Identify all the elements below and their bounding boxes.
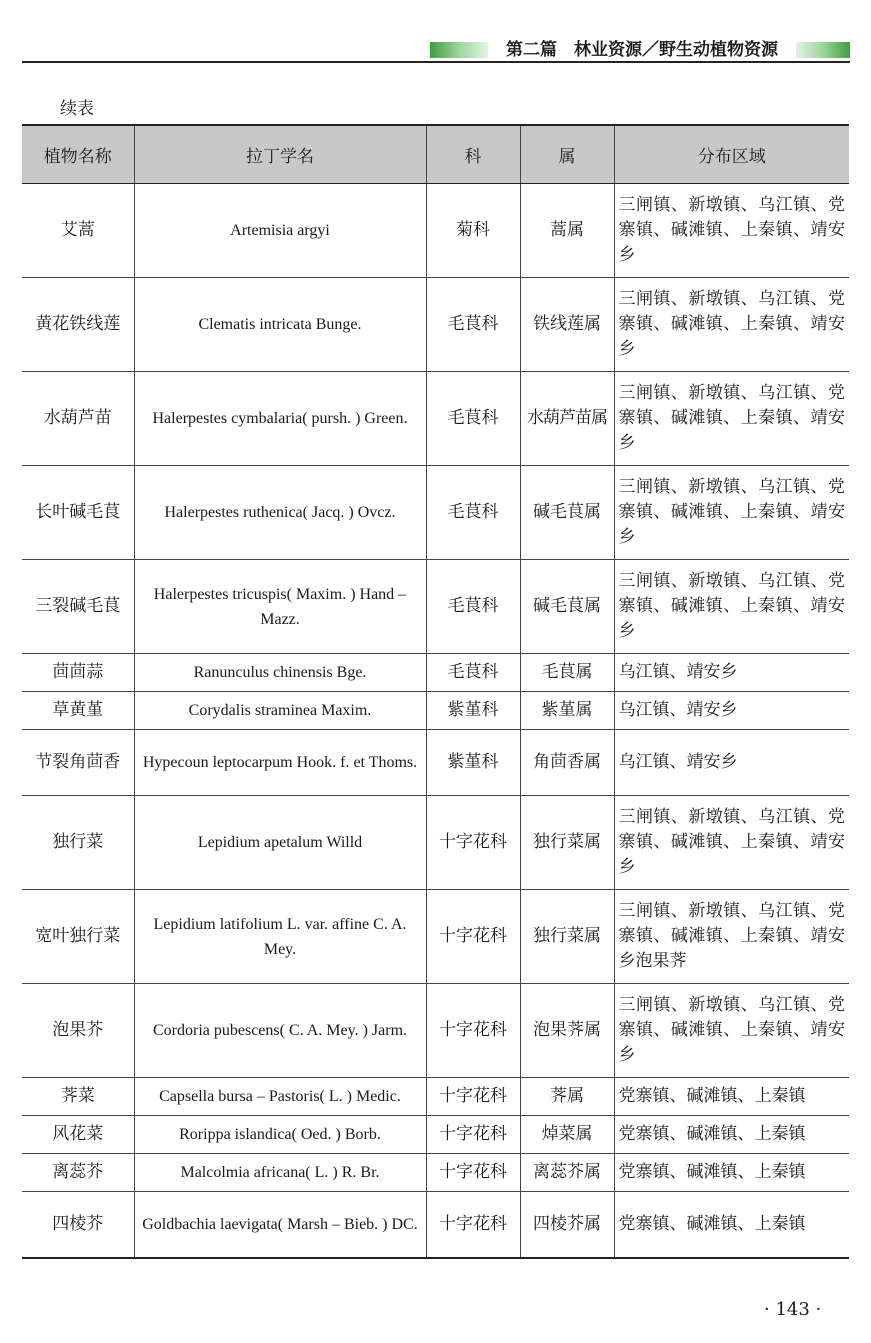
- genus: 荠属: [520, 1078, 614, 1116]
- table-row: [22, 692, 849, 730]
- latin-name: Hypecoun leptocarpum Hook. f. et Thoms.: [134, 730, 426, 796]
- table-row: [22, 796, 849, 890]
- latin-name: Cordoria pubescens( C. A. Mey. ) Jarm.: [134, 984, 426, 1078]
- genus: 蒿属: [520, 184, 614, 278]
- family: 紫堇科: [426, 692, 520, 730]
- col-header-family: 科: [426, 125, 520, 184]
- genus: 焯菜属: [520, 1116, 614, 1154]
- plant-name: 长叶碱毛茛: [22, 466, 134, 560]
- latin-name: Ranunculus chinensis Bge.: [134, 654, 426, 692]
- genus: 独行菜属: [520, 796, 614, 890]
- family: 十字花科: [426, 1154, 520, 1192]
- distribution: 乌江镇、靖安乡: [614, 730, 849, 796]
- latin-name: Capsella bursa – Pastoris( L. ) Medic.: [134, 1078, 426, 1116]
- plant-name: 荠菜: [22, 1078, 134, 1116]
- col-header-genus: 属: [520, 125, 614, 184]
- latin-name: Artemisia argyi: [134, 184, 426, 278]
- distribution: 乌江镇、靖安乡: [614, 692, 849, 730]
- latin-name: Clematis intricata Bunge.: [134, 278, 426, 372]
- table-row: [22, 372, 849, 466]
- genus: 离蕊芥属: [520, 1154, 614, 1192]
- family: 毛茛科: [426, 466, 520, 560]
- plant-name: 三裂碱毛茛: [22, 560, 134, 654]
- family: 十字花科: [426, 890, 520, 984]
- plant-table: [22, 124, 849, 1259]
- latin-name: Lepidium apetalum Willd: [134, 796, 426, 890]
- distribution: 党寨镇、碱滩镇、上秦镇: [614, 1154, 849, 1192]
- plant-name: 茴茴蒜: [22, 654, 134, 692]
- family: 毛茛科: [426, 278, 520, 372]
- table-row: [22, 1078, 849, 1116]
- header-green-bar-right: [796, 42, 850, 58]
- distribution: 三闸镇、新墩镇、乌江镇、党寨镇、碱滩镇、上秦镇、靖安乡: [614, 278, 849, 372]
- family: 十字花科: [426, 1078, 520, 1116]
- table-row: [22, 654, 849, 692]
- family: 十字花科: [426, 1116, 520, 1154]
- table-row: [22, 278, 849, 372]
- table-row: [22, 560, 849, 654]
- col-header-name: 植物名称: [22, 125, 134, 184]
- latin-name: Rorippa islandica( Oed. ) Borb.: [134, 1116, 426, 1154]
- family: 毛茛科: [426, 560, 520, 654]
- latin-name: Halerpestes ruthenica( Jacq. ) Ovcz.: [134, 466, 426, 560]
- distribution: 党寨镇、碱滩镇、上秦镇: [614, 1078, 849, 1116]
- plant-name: 泡果芥: [22, 984, 134, 1078]
- plant-name: 离蕊芥: [22, 1154, 134, 1192]
- distribution: 党寨镇、碱滩镇、上秦镇: [614, 1192, 849, 1259]
- distribution: 三闸镇、新墩镇、乌江镇、党寨镇、碱滩镇、上秦镇、靖安乡: [614, 372, 849, 466]
- distribution: 三闸镇、新墩镇、乌江镇、党寨镇、碱滩镇、上秦镇、靖安乡泡果荠: [614, 890, 849, 984]
- family: 毛茛科: [426, 654, 520, 692]
- genus: 水葫芦苗属: [520, 372, 614, 466]
- header-title: 第二篇 林业资源／野生动植物资源: [506, 40, 778, 60]
- running-header: [22, 38, 850, 62]
- plant-name: 节裂角茴香: [22, 730, 134, 796]
- header-green-bar-left: [430, 42, 488, 58]
- plant-name: 艾蒿: [22, 184, 134, 278]
- table-row: [22, 1154, 849, 1192]
- genus: 毛茛属: [520, 654, 614, 692]
- page-number: · 143 ·: [764, 1299, 822, 1320]
- distribution: 乌江镇、靖安乡: [614, 654, 849, 692]
- genus: 紫堇属: [520, 692, 614, 730]
- family: 菊科: [426, 184, 520, 278]
- distribution: 党寨镇、碱滩镇、上秦镇: [614, 1116, 849, 1154]
- distribution: 三闸镇、新墩镇、乌江镇、党寨镇、碱滩镇、上秦镇、靖安乡: [614, 796, 849, 890]
- distribution: 三闸镇、新墩镇、乌江镇、党寨镇、碱滩镇、上秦镇、靖安乡: [614, 466, 849, 560]
- genus: 泡果荠属: [520, 984, 614, 1078]
- latin-name: Halerpestes cymbalaria( pursh. ) Green.: [134, 372, 426, 466]
- latin-name: Halerpestes tricuspis( Maxim. ) Hand – Mazz.: [134, 560, 426, 654]
- header-rule: [22, 61, 850, 63]
- table-row: [22, 1116, 849, 1154]
- genus: 四棱芥属: [520, 1192, 614, 1259]
- table-row: [22, 184, 849, 278]
- genus: 独行菜属: [520, 890, 614, 984]
- latin-name: Malcolmia africana( L. ) R. Br.: [134, 1154, 426, 1192]
- family: 毛茛科: [426, 372, 520, 466]
- plant-name: 草黄堇: [22, 692, 134, 730]
- family: 十字花科: [426, 796, 520, 890]
- distribution: 三闸镇、新墩镇、乌江镇、党寨镇、碱滩镇、上秦镇、靖安乡: [614, 560, 849, 654]
- family: 十字花科: [426, 984, 520, 1078]
- table-header-row: [22, 125, 849, 184]
- latin-name: Lepidium latifolium L. var. affine C. A. Mey.: [134, 890, 426, 984]
- family: 十字花科: [426, 1192, 520, 1259]
- col-header-distribution: 分布区域: [614, 125, 849, 184]
- plant-name: 黄花铁线莲: [22, 278, 134, 372]
- table-row: [22, 730, 849, 796]
- distribution: 三闸镇、新墩镇、乌江镇、党寨镇、碱滩镇、上秦镇、靖安乡: [614, 984, 849, 1078]
- table-row: [22, 890, 849, 984]
- plant-name: 四棱芥: [22, 1192, 134, 1259]
- table-row: [22, 466, 849, 560]
- plant-name: 风花菜: [22, 1116, 134, 1154]
- table-caption: 续表: [60, 99, 94, 119]
- table-row: [22, 984, 849, 1078]
- table-row: [22, 1192, 849, 1259]
- plant-name: 水葫芦苗: [22, 372, 134, 466]
- genus: 碱毛茛属: [520, 466, 614, 560]
- genus: 角茴香属: [520, 730, 614, 796]
- latin-name: Goldbachia laevigata( Marsh – Bieb. ) DC.: [134, 1192, 426, 1259]
- distribution: 三闸镇、新墩镇、乌江镇、党寨镇、碱滩镇、上秦镇、靖安乡: [614, 184, 849, 278]
- col-header-latin: 拉丁学名: [134, 125, 426, 184]
- family: 紫堇科: [426, 730, 520, 796]
- plant-name: 独行菜: [22, 796, 134, 890]
- plant-name: 宽叶独行菜: [22, 890, 134, 984]
- latin-name: Corydalis straminea Maxim.: [134, 692, 426, 730]
- genus: 碱毛茛属: [520, 560, 614, 654]
- genus: 铁线莲属: [520, 278, 614, 372]
